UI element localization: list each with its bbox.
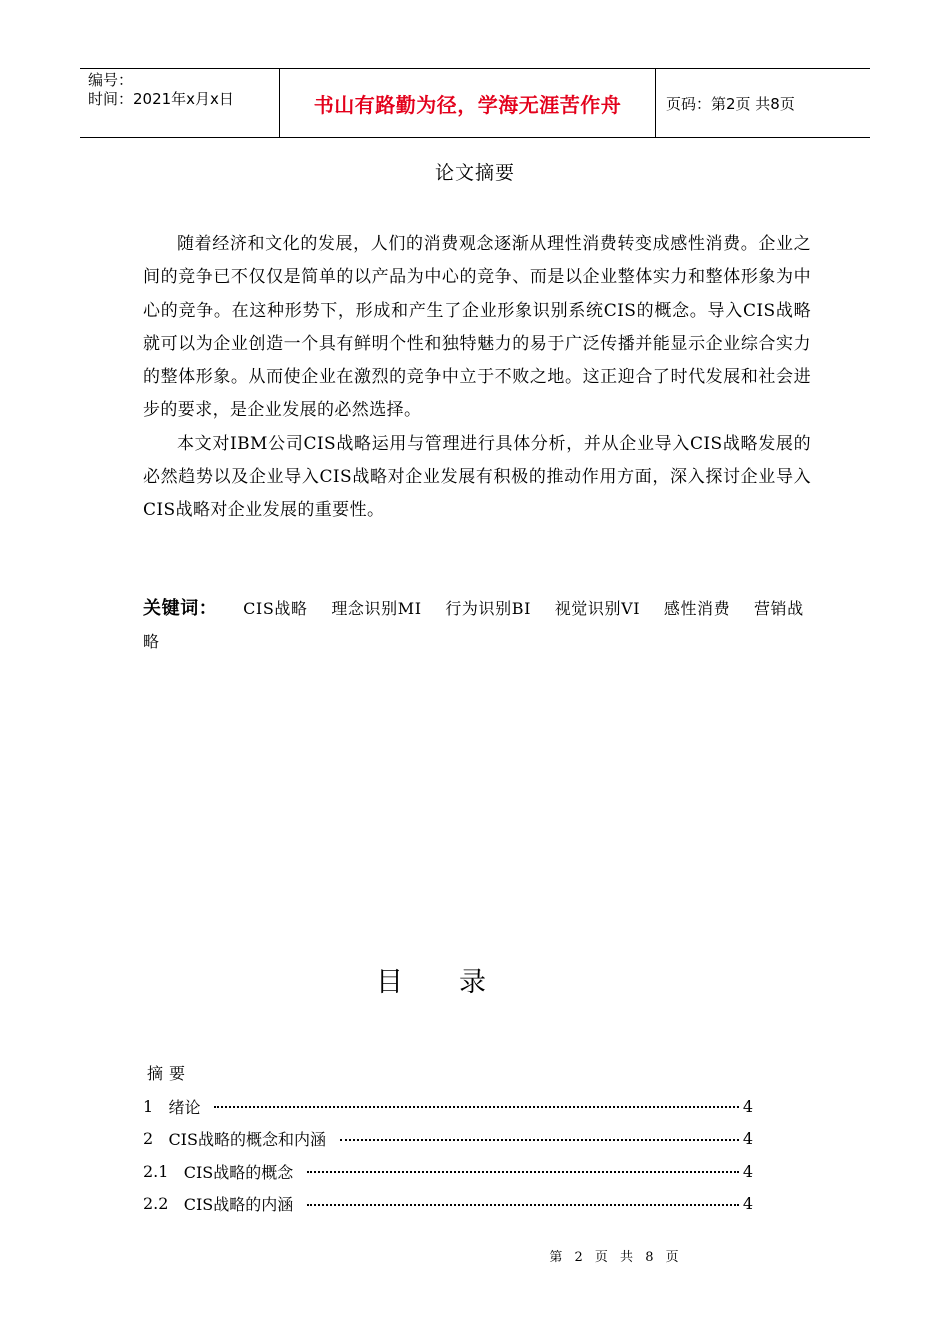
- header-motto: 书山有路勤为径，学海无涯苦作舟: [280, 69, 656, 137]
- toc-entry-label: CIS战略的概念和内涵: [168, 1130, 326, 1150]
- abstract-body: [143, 228, 811, 528]
- document-time-label: 时间：2021年x月x日: [88, 90, 234, 108]
- toc-leader-dots: [307, 1171, 739, 1173]
- keyword-item: 营销战略: [143, 599, 804, 651]
- keyword-item: CIS战略: [243, 599, 308, 618]
- toc-leader-dots: [340, 1139, 739, 1141]
- toc-leader-dots: [214, 1106, 739, 1108]
- toc-entry-number: 2.1: [143, 1161, 184, 1181]
- keywords-label: 关键词：: [143, 598, 218, 619]
- keyword-item: 感性消费: [663, 599, 731, 618]
- toc-entry-number: 2.2: [143, 1194, 184, 1214]
- toc-entry-number: 1: [143, 1096, 169, 1116]
- toc-entry[interactable]: [143, 1123, 753, 1156]
- toc-entry-label: 绪论: [168, 1097, 201, 1117]
- document-header: [80, 68, 870, 138]
- keyword-item: 行为识别BI: [445, 599, 531, 618]
- abstract-paragraph-2: 本文对IBM公司CIS战略运用与管理进行具体分析，并从企业导入CIS战略发展的必然趋势以及企业导入CIS战略对企业发展有积极的推动作用方面，深入探讨企业导入CIS战略对企业发展的重要性。: [143, 433, 811, 521]
- toc-entry[interactable]: [143, 1155, 753, 1188]
- toc-entry-label: CIS战略的概念: [183, 1162, 294, 1182]
- toc-entry-number: 2: [143, 1129, 169, 1149]
- header-meta: [80, 69, 280, 137]
- document-number-label: 编号：: [88, 71, 134, 89]
- keyword-item: 理念识别MI: [331, 599, 422, 618]
- toc-leader-dots: [307, 1204, 739, 1206]
- toc-entry[interactable]: [143, 1188, 753, 1221]
- toc-entry[interactable]: [143, 1090, 753, 1123]
- toc-entry-label: CIS战略的内涵: [183, 1195, 294, 1215]
- toc-entry-page: 4: [742, 1194, 753, 1214]
- page-footer: 第 2 页 共 8 页: [549, 1250, 683, 1265]
- abstract-paragraph-1: 随着经济和文化的发展，人们的消费观念逐渐从理性消费转变成感性消费。企业之间的竞争已不仅仅是简单的以产品为中心的竞争、而是以企业整体实力和整体形象为中心的竞争。在这种形势下，形成和产生了企业形象识别系统CIS的概念。导入CIS战略就可以为企业创造一个具有鲜明个性和独特魅力的易于广泛传播并能显示企业综合实力的整体形象。从而使企业在激烈的竞争中立于不败之地。这正迎合了时代发展和社会进步的要求，是企业发展的必然选择。: [143, 234, 811, 421]
- table-of-contents: [143, 1058, 753, 1220]
- toc-entry-abstract[interactable]: 摘要: [147, 1064, 192, 1083]
- header-page-info: 页码：第2页 共8页: [666, 94, 795, 113]
- abstract-title: 论文摘要: [434, 162, 515, 184]
- keywords-section: [143, 592, 811, 658]
- toc-entry-page: 4: [742, 1129, 753, 1149]
- toc-title: 目录: [376, 967, 542, 998]
- toc-entry-page: 4: [742, 1161, 753, 1181]
- keyword-item: 视觉识别VI: [554, 599, 641, 618]
- toc-entry-page: 4: [742, 1096, 753, 1116]
